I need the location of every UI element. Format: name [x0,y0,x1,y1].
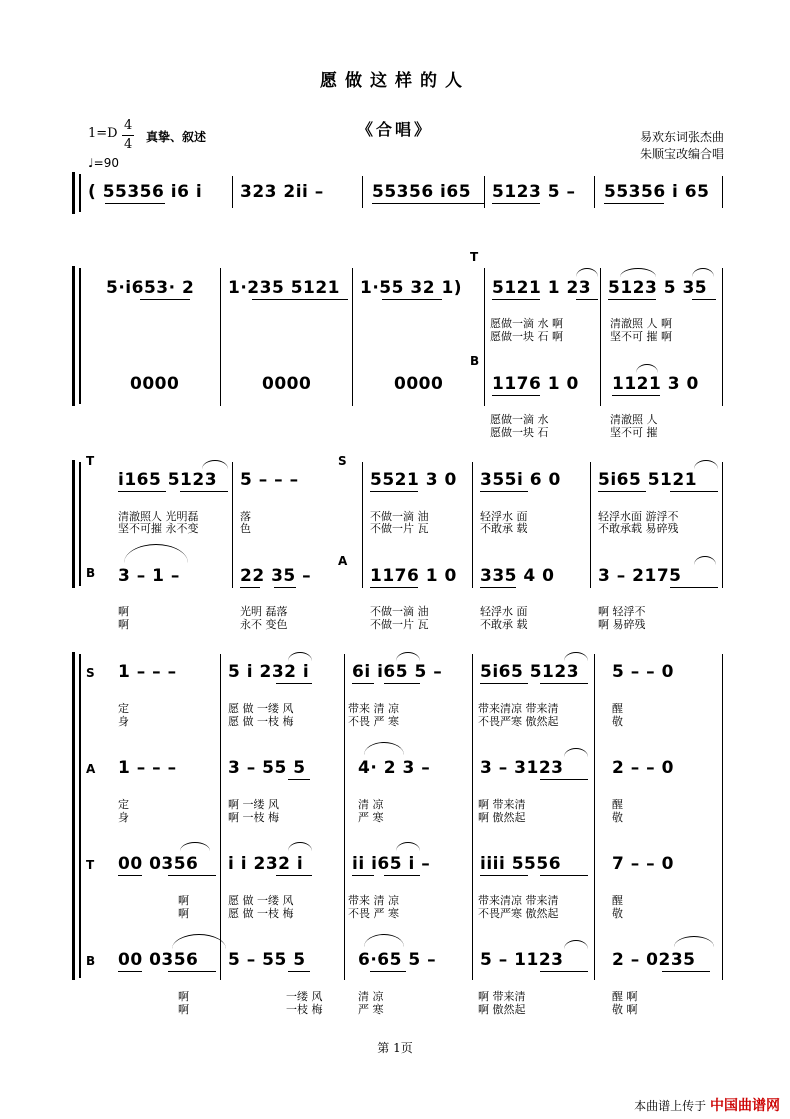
slur [576,268,598,277]
lyric: 不畏 严 寒 [348,907,399,920]
barline [344,654,345,980]
voice-label-alto: A [338,554,348,568]
lyric: 轻浮水 面 [480,605,528,618]
lyric: 醒 [612,702,623,715]
lyric: 不畏 严 寒 [348,715,399,728]
system-1-bracket [79,174,81,212]
slur [124,544,188,563]
lyric: 带来清凉 带来清 [478,894,559,907]
sys4-tenor-m1: 00 0356 [118,854,199,874]
beam [118,491,166,492]
tempo-mark: ♩=90 [88,156,119,170]
beam [370,971,406,972]
voice-label-alto: A [86,762,96,776]
sys2-bass-m4: 1176 1 0 [492,374,579,394]
voice-label-tenor: T [86,454,95,468]
beam [492,395,540,396]
page-number: 第 1页 [377,1041,413,1055]
sys3-tenor-m5: 5i65 5121 [598,470,698,490]
barline [722,654,723,980]
beam [105,203,165,204]
barline [722,176,723,208]
watermark-brand: 中国曲谱网 [710,1098,780,1114]
system-3-brace [72,460,75,588]
lyric: 啊 [118,605,129,618]
sys4-bass-m5: 2 – 0235 [612,950,696,970]
lyric: 愿做一滴 水 啊 [490,317,563,330]
lyric: 身 [118,811,129,824]
lyric: 敬 [612,715,623,728]
lyric: 啊 [118,618,129,631]
lyricist-composer-credit: 易欢东词张杰曲 [639,130,724,144]
barline [232,176,233,208]
lyric: 不畏严寒 傲然起 [478,907,559,920]
lyric: 啊 带来清 [478,990,526,1003]
sys3-tenor-m2: 5 – – – [240,470,299,490]
lyric: 不做一片 瓦 [370,618,429,631]
lyric: 清澈照 人 [610,413,658,426]
barline [362,176,363,208]
beam [384,683,420,684]
page-subtitle: 《合唱》 [356,120,433,139]
lyric: 啊 一缕 风 [228,798,279,811]
lyric: 啊 [178,990,189,1003]
voice-label-soprano: S [86,666,95,680]
lyric: 清澈照 人 啊 [610,317,672,330]
sys4-alto-m2: 3 – 55 5 [228,758,306,778]
barline [722,462,723,588]
lyric: 永不 变色 [240,618,288,631]
lyric: 醒 [612,798,623,811]
watermark [634,1095,780,1115]
lyric: 身 [118,715,129,728]
slur [364,934,404,947]
lyric: 带来 清 凉 [348,894,399,907]
sys4-soprano-m2: 5 i 232 i [228,662,310,682]
beam [352,875,374,876]
slur [636,364,658,373]
sys4-bass-m1: 00 0356 [118,950,199,970]
lyric: 愿 做 一缕 风 [228,702,294,715]
lyric: 啊 傲然起 [478,1003,526,1016]
system-1-brace [72,172,75,214]
sys1-measure-4: 5123 5 – [492,182,576,202]
barline [472,462,473,588]
lyric: 愿做一块 石 [490,426,549,439]
beam [540,875,588,876]
sys2-tenor-m1: 5·i653· 2 [106,278,195,298]
lyric: 不畏严寒 傲然起 [478,715,559,728]
beam [370,587,418,588]
lyric: 啊 易碎残 [598,618,646,631]
sys2-tenor-m3: 1·55 32 1) [360,278,463,298]
beam [480,683,528,684]
lyric: 啊 轻浮不 [598,605,646,618]
voice-label-bass: B [86,566,96,580]
slur [674,936,714,947]
voice-label-tenor: T [470,250,479,264]
lyric: 带来清凉 带来清 [478,702,559,715]
voice-label-tenor: T [86,858,95,872]
sys2-bass-m1: 0000 [130,374,180,394]
beam [662,971,710,972]
barline [600,268,601,406]
beam [480,491,528,492]
lyric: 不做一滴 油 [370,510,429,523]
beam [370,491,418,492]
slur [288,652,312,661]
beam [118,875,142,876]
lyric: 敬 [612,811,623,824]
sys1-measure-3: 55356 i65 [372,182,472,202]
beam [604,203,664,204]
lyric: 啊 [178,894,189,907]
lyric: 愿做一滴 水 [490,413,549,426]
barline [232,462,233,588]
system-3-bracket [79,462,81,586]
sys3-bass-m1: 3 – 1 – [118,566,180,586]
beam [670,587,718,588]
lyric: 敬 啊 [612,1003,638,1016]
lyric: 定 [118,702,129,715]
beam [168,971,216,972]
barline [362,462,363,588]
time-signature-bottom: 4 [124,137,133,152]
beam [692,299,716,300]
slur [172,934,226,949]
system-2-brace [72,266,75,406]
beam [118,971,142,972]
sys4-tenor-m5: 7 – – 0 [612,854,674,874]
lyric: 一枝 梅 [286,1003,323,1016]
sys2-tenor-m4: 5121 1 23 [492,278,592,298]
lyric: 清 凉 [358,990,384,1003]
sys3-tenor-m3: 5521 3 0 [370,470,457,490]
sys4-tenor-m2: i i 232 i [228,854,304,874]
lyric: 带来 清 凉 [348,702,399,715]
slur [202,460,228,469]
sys4-alto-m1: 1 – – – [118,758,177,778]
slur [694,460,718,469]
expression-mark: 真挚、叙述 [146,130,207,144]
sys1-measure-1: ( 55356 i6 i [88,182,203,202]
lyric: 落 [240,510,251,523]
lyric: 愿 做 一枝 梅 [228,715,294,728]
system-4-brace [72,652,75,980]
barline [590,462,591,588]
beam [276,875,312,876]
lyric: 愿 做 一缕 风 [228,894,294,907]
beam [168,875,216,876]
sys3-bass-m4: 335 4 0 [480,566,555,586]
lyric: 啊 一枝 梅 [228,811,279,824]
sys4-tenor-m3: ii i65 i – [352,854,431,874]
arranger-credit: 朱顺宝改编合唱 [639,147,724,161]
beam [288,971,310,972]
beam [670,491,718,492]
beam [540,683,588,684]
lyric: 严 寒 [358,1003,384,1016]
sys4-alto-m3: 4· 2 3 – [358,758,431,778]
sys2-bass-m3: 0000 [394,374,444,394]
lyric: 啊 [178,907,189,920]
sys4-soprano-m1: 1 – – – [118,662,177,682]
lyric: 轻浮水面 游浮不 [598,510,679,523]
beam [612,395,660,396]
watermark-text: 本曲谱上传于 [634,1099,707,1113]
lyric: 坚不可 摧 [610,426,658,439]
beam [140,299,190,300]
sys4-soprano-m3: 6i i65 5 – [352,662,443,682]
sys3-tenor-m4: 355i 6 0 [480,470,561,490]
slur [692,268,714,277]
slur [364,742,404,755]
beam [372,203,484,204]
sys4-soprano-m4: 5i65 5123 [480,662,580,682]
lyric: 不做一片 瓦 [370,522,429,535]
lyric: 定 [118,798,129,811]
slur [694,556,716,565]
sys2-tenor-m5: 5123 5 35 [608,278,708,298]
lyric: 愿 做 一枝 梅 [228,907,294,920]
time-signature-top: 4 [124,118,133,133]
sys3-bass-m3: 1176 1 0 [370,566,457,586]
beam [384,875,420,876]
beam [540,971,588,972]
lyric: 不做一滴 油 [370,605,429,618]
barline [594,176,595,208]
beam [352,683,374,684]
beam [540,779,588,780]
barline [594,654,595,980]
voice-label-soprano: S [338,454,347,468]
lyric: 不敢承载 易碎残 [598,522,679,535]
barline [352,268,353,406]
voice-label-bass: B [470,354,480,368]
sys3-bass-m5: 3 – 2175 [598,566,682,586]
beam [252,299,348,300]
sys2-bass-m5: 1121 3 0 [612,374,699,394]
barline [722,268,723,406]
lyric: 严 寒 [358,811,384,824]
lyric: 坚不可 摧 啊 [610,330,672,343]
beam [576,299,598,300]
sys4-bass-m2: 5 – 55 5 [228,950,306,970]
barline [220,268,221,406]
sys1-measure-5: 55356 i 65 [604,182,710,202]
sys1-measure-2: 323 2ii – [240,182,324,202]
system-2-bracket [79,268,81,404]
lyric: 轻浮水 面 [480,510,528,523]
slur [396,842,420,851]
lyric: 愿做一块 石 啊 [490,330,563,343]
slur [620,268,656,277]
sys4-alto-m4: 3 – 3123 [480,758,564,778]
sys3-tenor-m1: i165 5123 [118,470,218,490]
beam [180,491,228,492]
page-title: 愿做这样的人 [320,71,470,91]
beam [480,587,516,588]
slur [564,748,588,757]
beam [608,299,656,300]
slur [180,842,210,851]
barline [220,654,221,980]
beam [492,299,540,300]
sys4-bass-m3: 6·65 5 – [358,950,437,970]
sys2-tenor-m2: 1·235 5121 [228,278,341,298]
lyric: 不敢承 载 [480,618,528,631]
lyric: 不敢承 载 [480,522,528,535]
sys2-bass-m2: 0000 [262,374,312,394]
time-signature-line [122,135,134,136]
beam [382,299,442,300]
beam [240,587,260,588]
system-4-bracket [79,654,81,978]
sys4-bass-m4: 5 – 1123 [480,950,564,970]
sys4-tenor-m4: iiii 5556 [480,854,562,874]
slur [396,652,420,661]
barline [472,654,473,980]
lyric: 光明 磊落 [240,605,288,618]
key-signature: 1=D [88,126,118,141]
lyric: 啊 带来清 [478,798,526,811]
lyric: 清澈照人 光明磊 [118,510,199,523]
sys3-bass-m2: 22 35 – [240,566,312,586]
slur [564,940,588,949]
lyric: 敬 [612,907,623,920]
lyric: 清 凉 [358,798,384,811]
beam [276,683,312,684]
lyric: 醒 啊 [612,990,638,1003]
lyric: 一缕 风 [286,990,323,1003]
lyric: 色 [240,522,251,535]
lyric: 啊 [178,1003,189,1016]
slur [288,842,312,851]
lyric: 啊 傲然起 [478,811,526,824]
barline [484,268,485,406]
voice-label-bass: B [86,954,96,968]
barline [484,176,485,208]
sys4-alto-m5: 2 – – 0 [612,758,674,778]
beam [288,779,310,780]
beam [492,203,540,204]
lyric: 坚不可摧 永不变 [118,522,199,535]
beam [274,587,296,588]
slur [564,652,588,661]
beam [480,875,528,876]
lyric: 醒 [612,894,623,907]
sys4-soprano-m5: 5 – – 0 [612,662,674,682]
beam [598,491,646,492]
